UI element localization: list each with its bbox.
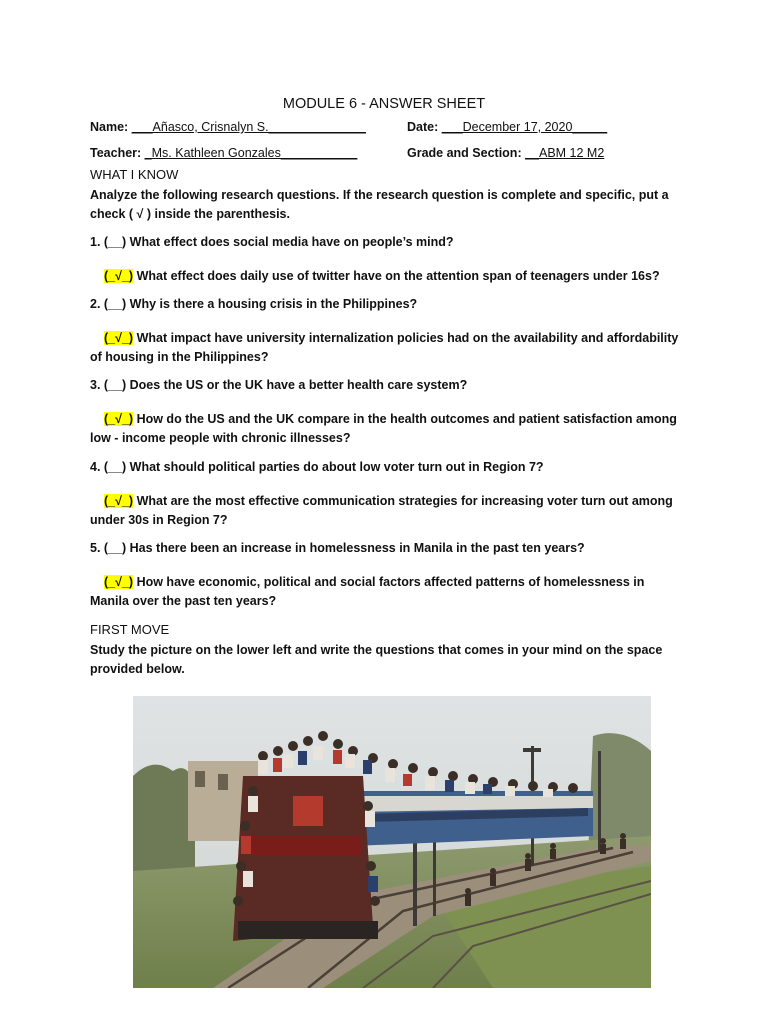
question-specific-4: (_√_) What are the most effective communication strategies for increasing voter turn out among under 30s in Region 7? <box>90 494 673 527</box>
first-move-instructions: Study the picture on the lower left and write the questions that comes in your mind on the space provided below. <box>90 643 663 676</box>
name-line <box>90 120 366 134</box>
question-general-2: 2. (__) Why is there a housing crisis in the Philippines? <box>90 297 418 311</box>
check-mark: (_√_) <box>104 494 134 508</box>
question-specific-1: (_√_) What effect does daily use of twitter have on the attention span of teenagers under 16s? <box>104 269 660 283</box>
date-value: ___December 17, 2020_____ <box>441 120 608 134</box>
page-title: MODULE 6 - ANSWER SHEET <box>282 96 486 112</box>
question-general-3: 3. (__) Does the US or the UK have a better health care system? <box>90 378 468 392</box>
crowded-train-photo <box>133 696 651 988</box>
question-specific-2: (_√_) What impact have university internalization policies had on the availability and affordability of housing in the Philippines? <box>90 331 679 364</box>
blank-mark: (__) <box>103 378 127 392</box>
question-general-1: 1. (__) What effect does social media have on people’s mind? <box>90 235 454 249</box>
what-i-know-heading: WHAT I KNOW <box>90 167 179 182</box>
grade-value: __ABM 12 M2 <box>525 146 605 160</box>
grade-line <box>407 146 604 160</box>
blank-mark: (__) <box>103 235 127 249</box>
what-i-know-instructions: Analyze the following research questions. If the research question is complete and specific, put a check ( √ ) inside the parenthesis. <box>90 188 669 221</box>
check-mark: (_√_) <box>104 412 134 426</box>
question-general-5: 5. (__) Has there been an increase in homelessness in Manila in the past ten years? <box>90 541 585 555</box>
grade-label: Grade and Section: <box>407 146 522 160</box>
date-label: Date: <box>407 120 439 134</box>
name-label: Name: <box>90 120 129 134</box>
check-mark: (_√_) <box>104 575 134 589</box>
question-specific-3: (_√_) How do the US and the UK compare in the health outcomes and patient satisfaction among low - income people with chronic illnesses? <box>90 412 677 445</box>
blank-mark: (__) <box>103 460 127 474</box>
question-specific-5: (_√_) How have economic, political and social factors affected patterns of homelessness in Manila over the past ten years? <box>90 575 645 608</box>
first-move-heading: FIRST MOVE <box>90 622 170 637</box>
blank-mark: (__) <box>103 297 127 311</box>
date-line <box>407 120 607 134</box>
teacher-value: _Ms. Kathleen Gonzales___________ <box>144 146 358 160</box>
blank-mark: (__) <box>103 541 127 555</box>
check-mark: (_√_) <box>104 269 134 283</box>
check-mark: (_√_) <box>104 331 134 345</box>
teacher-line <box>90 146 357 160</box>
teacher-label: Teacher: <box>90 146 142 160</box>
name-value: ___Añasco, Crisnalyn S.______________ <box>131 120 366 134</box>
question-general-4: 4. (__) What should political parties do about low voter turn out in Region 7? <box>90 460 544 474</box>
